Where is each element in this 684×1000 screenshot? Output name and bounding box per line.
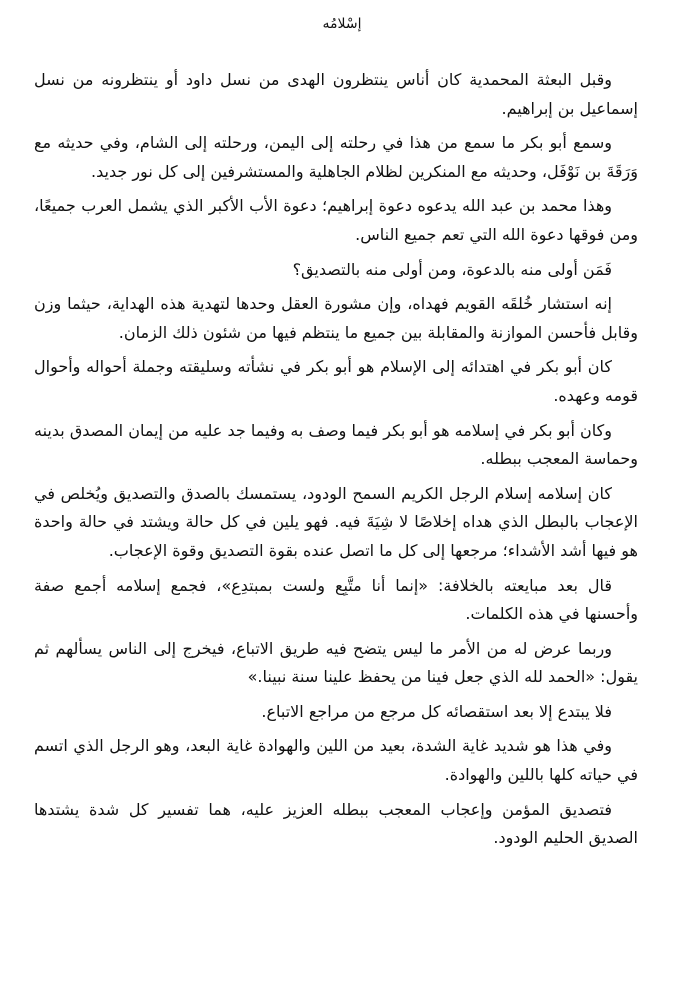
paragraph: وفي هذا هو شديد غاية الشدة، بعيد من اللين والهوادة غاية البعد، وهو الرجل الذي اتسم في حياته كلها باللين والهوادة.: [34, 736, 638, 785]
body-text: [34, 66, 638, 859]
paragraph: وكان أبو بكر في إسلامه هو أبو بكر فيما وصف به وفيما جد عليه من إيمان المصدق بدينه وحماسة المعجب ببطله.: [34, 420, 638, 469]
paragraph: فلا يبتدع إلا بعد استقصائه كل مرجع من مراجع الاتباع.: [261, 701, 612, 721]
paragraph: إنه استشار خُلقَه القويم فهداه، وإن مشورة العقل وحدها لتهدية هذه الهداية، حيثما وزن وقابل فأحسن الموازنة والمقابلة بين جميع ما ينتظم فيها من شئون ذلك الزمان.: [34, 294, 638, 342]
paragraph: قال بعد مبايعته بالخلافة: «إنما أنا متَّبِع ولست بمبتدِع»، فجمع إسلامه أجمع صفة وأحسنها في هذه الكلمات.: [34, 575, 638, 624]
paragraph: وسمع أبو بكر ما سمع من هذا في رحلته إلى اليمن، ورحلته إلى الشام، وفي حديثه مع وَرَقَةَ بن نَوْفَل، وحديثه مع المنكرين لظلام الجاهلية والمستشرفين إلى كل نور جديد.: [34, 133, 638, 181]
paragraph: فتصديق المؤمن وإعجاب المعجب ببطله العزيز عليه، هما تفسير كل شدة يشتدها الصديق الحليم الودود.: [34, 799, 638, 848]
paragraph: وهذا محمد بن عبد الله يدعوه دعوة إبراهيم؛ دعوة الأب الأكبر الذي يشمل العرب جميعًا، ومن فوقها دعوة الله التي تعم جميع الناس.: [34, 196, 638, 244]
running-header: إسْلامُه: [322, 16, 362, 32]
paragraph: وقبل البعثة المحمدية كان أناس ينتظرون الهدى من نسل داود أو ينتظرونه من نسل إسماعيل بن إبراهيم.: [34, 70, 638, 118]
paragraph: وربما عرض له من الأمر ما ليس يتضح فيه طريق الاتباع، فيخرج إلى الناس يسألهم ثم يقول: «الحمد لله الذي جعل فينا من يحفظ علينا سنة نبينا.»: [34, 638, 638, 687]
paragraph: فَمَن أولى منه بالدعوة، ومن أولى منه بالتصديق؟: [292, 259, 612, 279]
paragraph: كان إسلامه إسلام الرجل الكريم السمح الودود، يستمسك بالصدق والتصديق ويُخلص في الإعجاب بالبطل الذي هداه إخلاصًا لا شِيَةَ فيه. فهو يلين في كل حالة ويشتد في حالة واحدة هو فيها أشد الأشداء؛ مرجعها إلى كل ما اتصل عنده بقوة التصديق وقوة الإعجاب.: [34, 483, 638, 560]
paragraph: كان أبو بكر في اهتدائه إلى الإسلام هو أبو بكر في نشأته وسليقته وجملة أحواله وأحوال قومه وعهده.: [34, 357, 638, 405]
